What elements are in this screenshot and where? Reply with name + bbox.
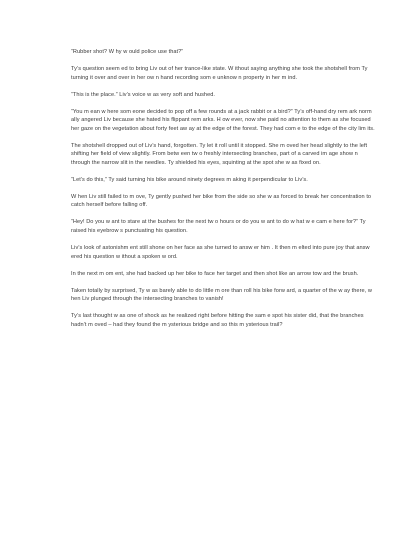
- paragraph: “Hey! Do you w ant to stare at the bushes for the next tw o hours or do you w ant to do w hat w e cam e here for?” Ty raised his eyebrow s punctuating his question.: [71, 219, 366, 235]
- paragraph: “This is the place.” Liv’s voice w as very soft and hushed.: [71, 91, 215, 98]
- paragraph: In the next m om ent, she had backed up her bike to face her target and then shot like an arrow tow ard the brush.: [71, 270, 359, 277]
- paragraph: Taken totally by surprised, Ty w as barely able to do little m ore than roll his bike forw ard, a quarter of the w ay there, w hen Liv plunged through the intersecting branches to vanish!: [71, 287, 372, 303]
- paragraph: Ty’s question seem ed to bring Liv out of her trance-like state. W ithout saying anything she took the shotshell from Ty turning it over and over in her ow n hand recording som e unknow n property in her m ind.: [71, 65, 368, 81]
- body-text: [71, 48, 377, 329]
- paragraph: W hen Liv still failed to m ove, Ty gently pushed her bike from the side so she w as forced to break her concentration to catch herself before falling off.: [71, 193, 372, 209]
- paragraph: Liv’s look of astonishm ent still shone on her face as she turned to answ er him . It then m elted into pure joy that answ ered his question w ithout a spoken w ord.: [71, 245, 370, 260]
- paragraph: Ty’s last thought w as one of shock as he realized right before hitting the sam e spot his sister did, that the branches hadn’t m oved – had they found the m ysterious bridge and so this m ysterious trail?: [71, 313, 364, 328]
- paragraph: “Rubber shot? W hy w ould police use that?”: [71, 49, 184, 55]
- paragraph: “Let’s do this,” Ty said turning his bike around ninety degrees m aking it perpendicular to Liv’s.: [71, 176, 308, 183]
- paragraph: The shotshell dropped out of Liv’s hand, forgotten. Ty let it roll until it stopped. She m oved her head slightly to the left shifting her field of view slightly. From betw een tw o freshly intersecting branches, part of a carved im age show n through the narrow slit in the needles. Ty shielded his eyes, squinting at the spot she w as fixed on.: [71, 142, 368, 166]
- paragraph: “You m ean w here som eone decided to pop off a few rounds at a jack rabbit or a bird?” Ty’s off-hand dry rem ark norm ally angered Liv because she hated his flippant rem arks. H ow ever, now she paid no attention to them as she focused her gaze on the vegetation about forty feet aw ay at the edge of the forest. They had com e to the edge of the city lim its.: [71, 108, 375, 132]
